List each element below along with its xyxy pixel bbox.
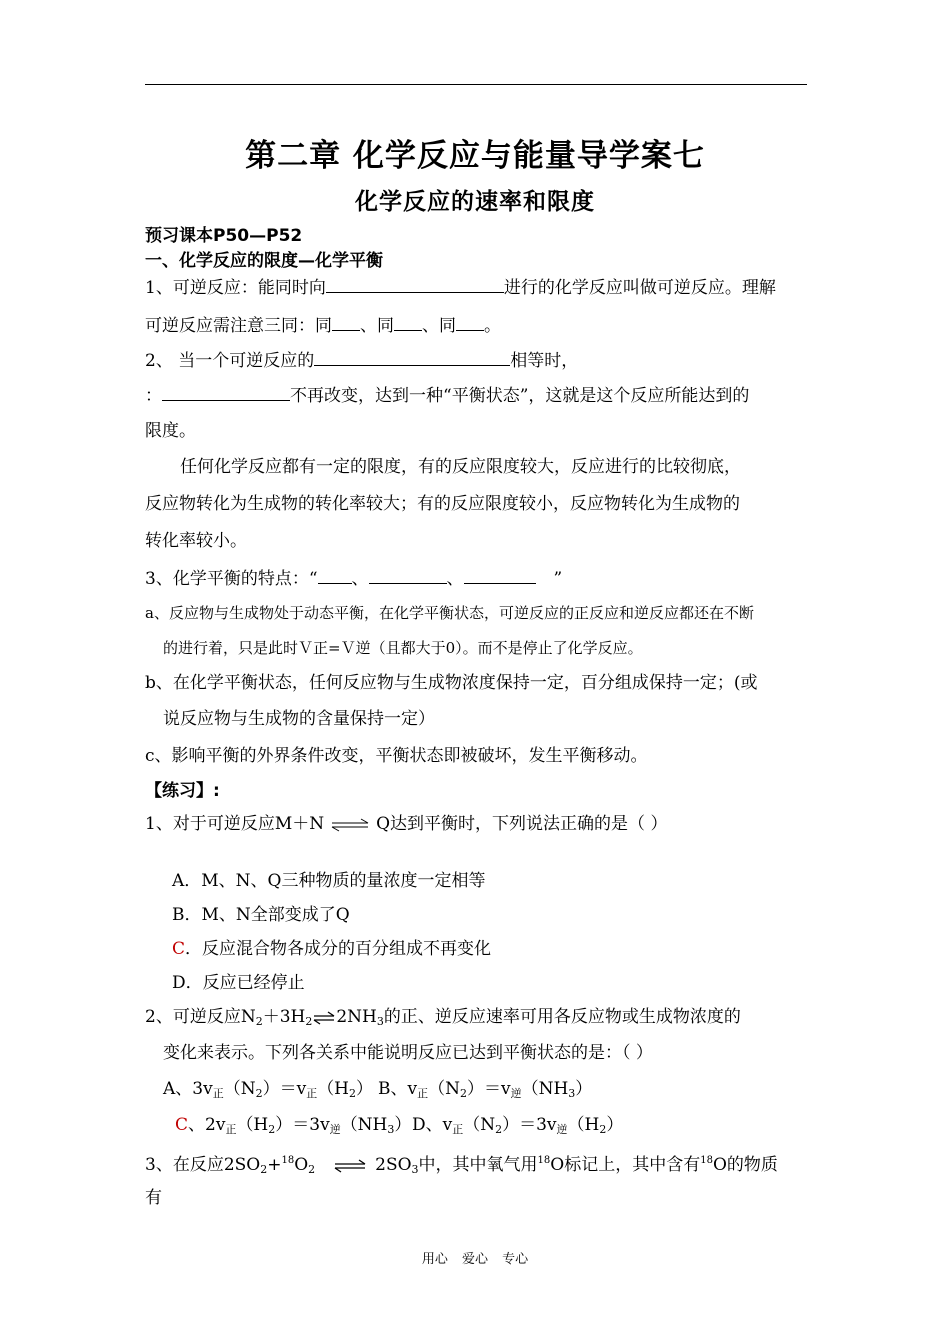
option-b: B．M、N全部变成了Q bbox=[172, 905, 350, 925]
feature-b: b、在化学平衡状态，任何反应物与生成物浓度保持一定，百分组成保持一定；(或 bbox=[145, 673, 758, 693]
feature-a: a、反应物与生成物处于动态平衡，在化学平衡状态，可逆反应的正反应和逆反应都还在不断 bbox=[145, 604, 754, 622]
question-2-line-3: 限度。 bbox=[145, 421, 196, 441]
question-1: 1、可逆反应：能同时向 进行的化学反应叫做可逆反应。理解 bbox=[145, 274, 776, 300]
question-2: 2、 当一个可逆反应的 相等时， bbox=[145, 347, 578, 373]
exercise-2-cont: 变化来表示。下列各关系中能说明反应已达到平衡状态的是：（ ） bbox=[163, 1043, 653, 1063]
main-title: 第二章 化学反应与能量导学案七 bbox=[245, 138, 705, 174]
question-1-line-2: 可逆反应需注意三同：同 、同 、同 。 bbox=[145, 312, 501, 338]
preview-note: 预习课本P50—P52 bbox=[145, 226, 303, 246]
blank bbox=[326, 274, 504, 293]
feature-c: c、影响平衡的外界条件改变，平衡状态即被破坏，发生平衡移动。 bbox=[145, 746, 648, 766]
answer-mark: C bbox=[175, 1115, 189, 1135]
question-3: 3、化学平衡的特点：“ 、 、 ” bbox=[145, 565, 562, 591]
practice-heading: 【练习】: bbox=[145, 781, 220, 801]
question-2-line-2: ： 不再改变，达到一种“平衡状态”，这就是这个反应所能达到的 bbox=[145, 382, 749, 408]
blank bbox=[394, 312, 422, 331]
blank bbox=[464, 565, 536, 584]
blank bbox=[332, 312, 360, 331]
feature-b-cont: 说反应物与生成物的含量保持一定） bbox=[163, 709, 435, 729]
section-heading: 一、化学反应的限度—化学平衡 bbox=[145, 251, 383, 271]
header-rule bbox=[145, 84, 807, 85]
blank bbox=[456, 312, 484, 331]
exercise-2-option-a: A、$3v_正(N_2)=v_正(H_2)$ bbox=[163, 1079, 374, 1100]
exercise-2-option-d: D、$v_正(N_2)=3v_逆(H_2)$ bbox=[412, 1115, 624, 1136]
paragraph-line: 转化率较小。 bbox=[145, 531, 247, 551]
exercise-2-option-c: C、$2v_正(H_2)=3v_逆(NH_3)$ bbox=[175, 1115, 412, 1136]
sub-title: 化学反应的速率和限度 bbox=[355, 189, 595, 215]
blank bbox=[162, 382, 290, 401]
answer-mark: C bbox=[172, 939, 186, 959]
exercise-3-cont: 有 bbox=[145, 1188, 162, 1208]
equilibrium-arrow-icon bbox=[313, 1011, 335, 1025]
paragraph-line: 任何化学反应都有一定的限度，有的反应限度较大，反应进行的比较彻底， bbox=[180, 457, 741, 477]
paragraph-line: 反应物转化为生成物的转化率较大；有的反应限度较小，反应物转化为生成物的 bbox=[145, 494, 740, 514]
option-a: A．M、N、Q三种物质的量浓度一定相等 bbox=[172, 871, 486, 891]
blank bbox=[369, 565, 447, 584]
exercise-1: 1、对于可逆反应M＋N Q达到平衡时，下列说法正确的是（ ） bbox=[145, 814, 668, 834]
feature-a-cont: 的进行着，只是此时Ｖ正=Ｖ逆（且都大于0）。而不是停止了化学反应。 bbox=[163, 639, 643, 657]
option-d: D．反应已经停止 bbox=[172, 973, 305, 993]
blank bbox=[318, 565, 352, 584]
equilibrium-arrow-icon bbox=[333, 1159, 367, 1173]
equilibrium-arrow-icon bbox=[330, 818, 370, 832]
exercise-3: 3、在反应$2SO_2+^{18}O_2$ $2SO_3$中，其中氧气用$^{18}$O标记上，其中含有$^{18}$O的物质 bbox=[145, 1155, 778, 1176]
option-c: C．反应混合物各成分的百分组成不再变化 bbox=[172, 939, 492, 959]
exercise-2-option-b: B、$v_正(N_2)=v_逆(NH_3)$ bbox=[378, 1079, 593, 1100]
exercise-2: 2、可逆反应$N_2+3H_2$ $2NH_3$的正、逆反应速率可用各反应物或生成物浓度的 bbox=[145, 1007, 741, 1028]
blank bbox=[314, 347, 510, 366]
page-footer: 用心 爱心 专心 bbox=[421, 1252, 529, 1267]
